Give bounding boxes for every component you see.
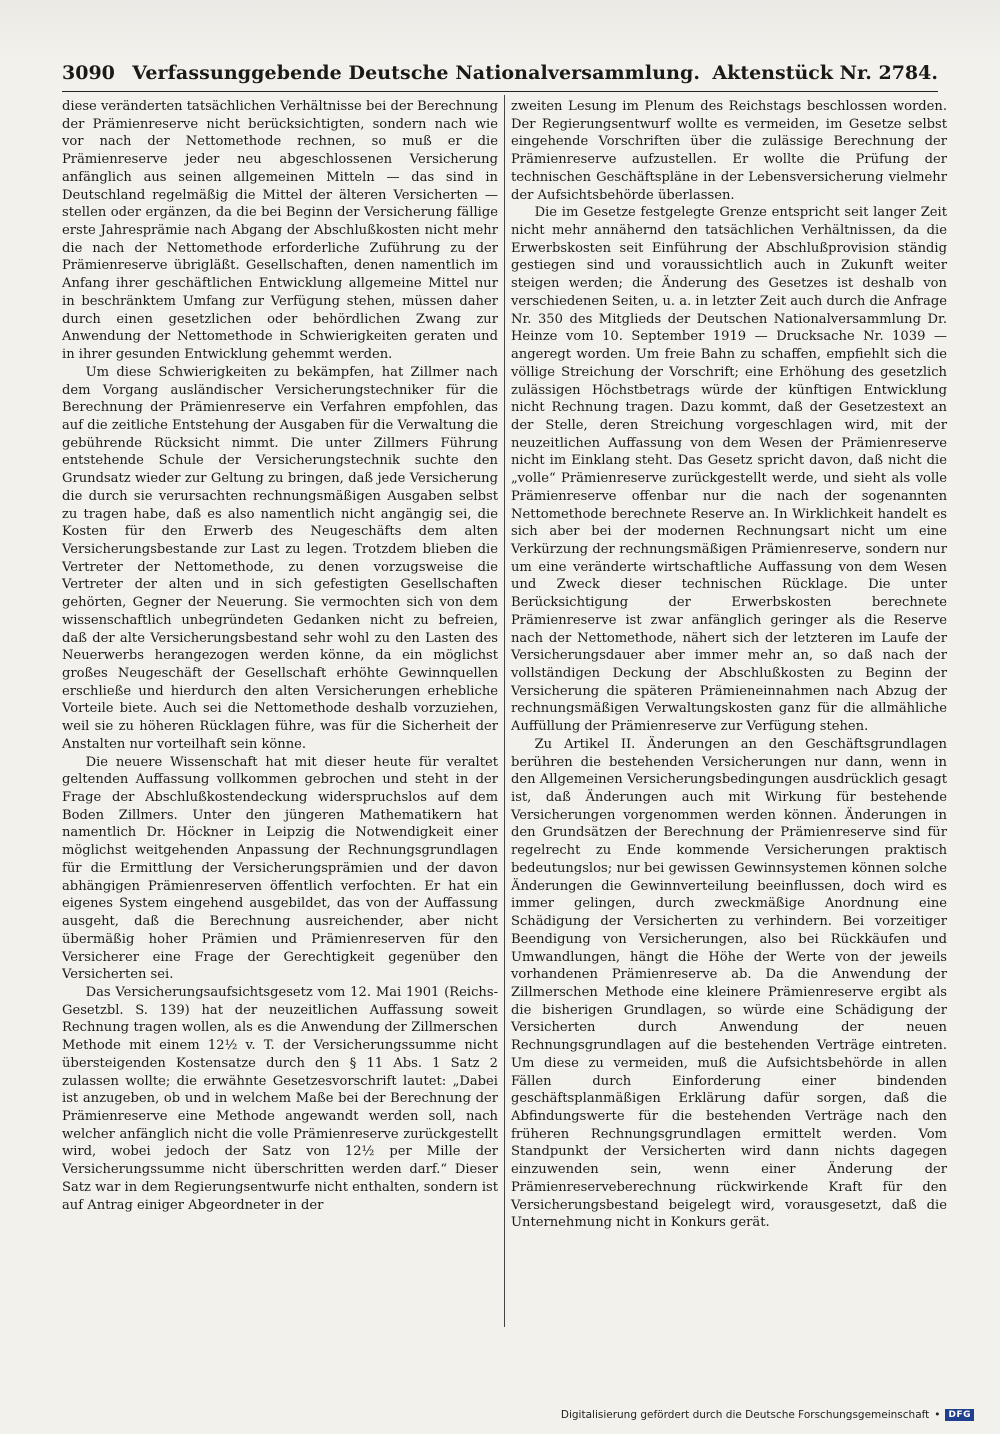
dfg-logo-icon: DFG [945,1409,974,1421]
right-paragraph-2: Die im Gesetze festgelegte Grenze entspricht seit langer Zeit nicht mehr annähernd den tatsächlichen Verhältnissen, da die Erwerbskosten seit Einführung der Abschlußprovision ständig gestiegen sind und voraussichtlich auch in Zukunft weiter steigen werden; die Änderung des Gesetzes ist deshalb von verschiedenen Seiten, u. a. in letzter Zeit auch durch die Anfrage Nr. 350 des Mitglieds der Deutschen Nationalversammlung Dr. Heinze vom 10. September 1919 — Drucksache Nr. 1039 — angeregt worden. Um freie Bahn zu schaffen, empfiehlt sich die völlige Streichung der Vorschrift; eine Erhöhung des gesetzlich zulässigen Höchstbetrags würde der künftigen Entwicklung nicht Rechnung tragen. Dazu kommt, daß der Gesetzestext an der Stelle, deren Streichung vorgeschlagen wird, mit der neuzeitlichen Auffassung von dem Wesen der Prämienreserve nicht im Einklang steht. Das Gesetz spricht davon, daß nicht die „volle“ Prämienreserve zurückgestellt werde, und sieht als volle Prämienreserve offenbar nur die nach der sogenannten Nettomethode berechnete Reserve an. In Wirklichkeit handelt es sich aber bei der modernen Rechnungsart nicht um eine Verkürzung der rechnungsmäßigen Prämienreserve, sondern nur um eine veränderte wirtschaftliche Auffassung von dem Wesen und Zweck dieser technischen Rücklage. Die unter Berücksichtigung der Erwerbskosten berechnete Prämienreserve ist zwar anfänglich geringer als die Reserve nach der Nettomethode, nähert sich der letzteren im Laufe der Versicherungsdauer aber immer mehr an, so daß nach der vollständigen Deckung der Abschlußkosten zu Beginn der Versicherung die späteren Prämieneinnahmen nach Abzug der rechnungsmäßigen Verwaltungskosten ganz für die allmähliche Auffüllung der Prämienreserve zur Verfügung stehen. [511,205,947,735]
left-paragraph-3: Die neuere Wissenschaft hat mit dieser heute für veraltet geltenden Auffassung vollkommen gebrochen und steht in der Frage der Abschlußkostendeckung widerspruchslos auf dem Boden Zillmers. Unter den jüngeren Mathematikern hat namentlich Dr. Höckner in Leipzig die Notwendigkeit einer möglichst weitgehenden Anpassung der Rechnungsgrundlagen für die Ermittlung der Versicherungsprämien und der davon abhängigen Prämienreserven öffentlich verfochten. Er hat ein eigenes System eingehend ausgebildet, das von der Auffassung ausgeht, daß die Berechnung ausreichender, aber nicht übermäßig hoher Prämien und Prämienreserven für den Versicherer eine Frage der Gerechtigkeit gegenüber den Versicherten sei. [62,754,498,983]
left-paragraph-4: Das Versicherungsaufsichtsgesetz vom 12. Mai 1901 (Reichs-Gesetzbl. S. 139) hat der neuzeitlichen Auffassung soweit Rechnung tragen wollen, als es die Anwendung der Zillmerschen Methode mit einem 12½ v. T. der Versicherungssumme nicht übersteigenden Kostensatze durch den § 11 Abs. 1 Satz 2 zulassen wollte; die erwähnte Gesetzesvorschrift lautet: „Dabei ist anzugeben, ob und in welchem Maße bei der Berechnung der Prämienreserve eine Methode angewandt werden soll, nach welcher anfänglich nicht die volle Prämienreserve zurückgestellt wird, wobei jedoch der Satz von 12½ per Mille der Versicherungssumme nicht überschritten werden darf.“ Dieser Satz war in dem Regierungsentwurfe nicht enthalten, sondern ist auf Antrag einiger Abgeordneter in der [62,984,498,1213]
running-title: Verfassunggebende Deutsche Nationalversammlung. [132,62,701,84]
footer-credit: Digitalisierung gefördert durch die Deutsche Forschungsgemeinschaft [560,1409,930,1421]
header-rule [62,91,938,92]
footer-separator: • [934,1409,941,1421]
page-number: 3090 [62,62,115,84]
document-number: Aktenstück Nr. 2784. [712,62,938,84]
column-divider [504,95,505,1327]
left-column [62,98,498,1326]
right-paragraph-1: zweiten Lesung im Plenum des Reichstags beschlossen worden. Der Regierungsentwurf wollte es vermeiden, im Gesetze selbst eingehende Vorschriften über die zulässige Berechnung der Prämienreserve aufzustellen. Er wollte die Prüfung der technischen Geschäftspläne in der Lebensversicherung vielmehr der Aufsichtsbehörde überlassen. [511,99,947,203]
right-paragraph-3: Zu Artikel II. Änderungen an den Geschäftsgrundlagen berühren die bestehenden Versicherungen nur dann, wenn in den Allgemeinen Versicherungsbedingungen ausdrücklich gesagt ist, daß Änderungen auch mit Wirkung für bestehende Versicherungen vorgenommen werden können. Änderungen in den Grundsätzen der Berechnung der Prämienreserve sind für regelrecht zu Ende kommende Versicherungen praktisch bedeutungslos; nur bei gewissen Gewinnsystemen können solche Änderungen die Gewinnverteilung beeinflussen, doch wird es immer gelingen, durch zweckmäßige Anordnung eine Schädigung der Versicherten zu verhindern. Bei vorzeitiger Beendigung von Versicherungen, also bei Rückkäufen und Umwandlungen, hängt die Höhe der Werte von der jeweils vorhandenen Prämienreserve ab. Da die Anwendung der Zillmerschen Methode eine kleinere Prämienreserve ergibt als die bisherigen Grundlagen, so würde eine Schädigung der Versicherten durch Anwendung der neuen Rechnungsgrundlagen auf die bestehenden Verträge eintreten. Um diese zu vermeiden, muß die Aufsichtsbehörde in allen Fällen durch Einforderung einer bindenden geschäftsplanmäßigen Erklärung dafür sorgen, daß die Abfindungswerte für die bestehenden Verträge nach den früheren Rechnungsgrundlagen ermittelt werden. Vom Standpunkt der Versicherten wird dann nichts dagegen einzuwenden sein, wenn einer Änderung der Prämienreserveberechnung rückwirkende Kraft für den Versicherungsbestand beigelegt wird, vorausgesetzt, daß die Unternehmung nicht in Konkurs gerät. [511,736,947,1231]
page-shadow [0,0,1000,60]
page-header [62,62,938,88]
left-paragraph-2: Um diese Schwierigkeiten zu bekämpfen, hat Zillmer nach dem Vorgang ausländischer Versicherungstechniker für die Berechnung der Prämienreserve ein Verfahren empfohlen, das auf die zeitliche Entstehung der Ausgaben für die Verwaltung die gebührende Rücksicht nimmt. Die unter Zillmers Führung entstehende Schule der Versicherungstechnik suchte den Grundsatz wieder zur Geltung zu bringen, daß jede Versicherung die durch sie verursachten rechnungsmäßigen Ausgaben selbst zu tragen habe, daß es also namentlich nicht angängig sei, die Kosten für den Erwerb des Neugeschäfts dem alten Versicherungsbestande zur Last zu legen. Trotzdem blieben die Vertreter der Nettomethode, zu denen vorzugsweise die Vertreter der alten und in sich gefestigten Gesellschaften gehörten, Gegner der Neuerung. Sie vermochten sich von dem wissenschaftlich unbegründeten Gedanken nicht zu befreien, daß der alte Versicherungsbestand sehr wohl zu den Lasten des Neuerwerbs herangezogen werden könne, da ein möglichst großes Neugeschäft der Gesellschaft erhöhte Gewinnquellen erschließe und hierdurch den alten Versicherungen erhebliche Vorteile biete. Auch sei die Nettomethode deshalb vorzuziehen, weil sie zu höheren Rücklagen führe, was für die Sicherheit der Anstalten nur vorteilhaft sein könne. [62,364,498,752]
left-paragraph-1: diese veränderten tatsächlichen Verhältnisse bei der Berechnung der Prämienreserve nicht berücksichtigten, sondern nach wie vor nach der Nettomethode rechnen, so muß er die Prämienreserve jeder neu abgeschlossenen Versicherung anfänglich aus seinen allgemeinen Mitteln — das sind in Deutschland regelmäßig die Mittel der älteren Versicherten — stellen oder ergänzen, da die bei Beginn der Versicherung fällige erste Jahresprämie nach Abgang der Abschlußkosten nicht mehr die nach der Nettomethode erforderliche Zuführung zu der Prämienreserve übrigläßt. Gesellschaften, denen namentlich im Anfang ihrer geschäftlichen Entwicklung allgemeine Mittel nur in beschränktem Umfang zur Verfügung stehen, müssen daher durch einen gesetzlichen oder behördlichen Zwang zur Anwendung der Nettomethode in Schwierigkeiten geraten und in ihrer gesunden Entwicklung gehemmt werden. [62,99,498,363]
page-footer [561,1409,974,1421]
right-column [511,98,947,1326]
